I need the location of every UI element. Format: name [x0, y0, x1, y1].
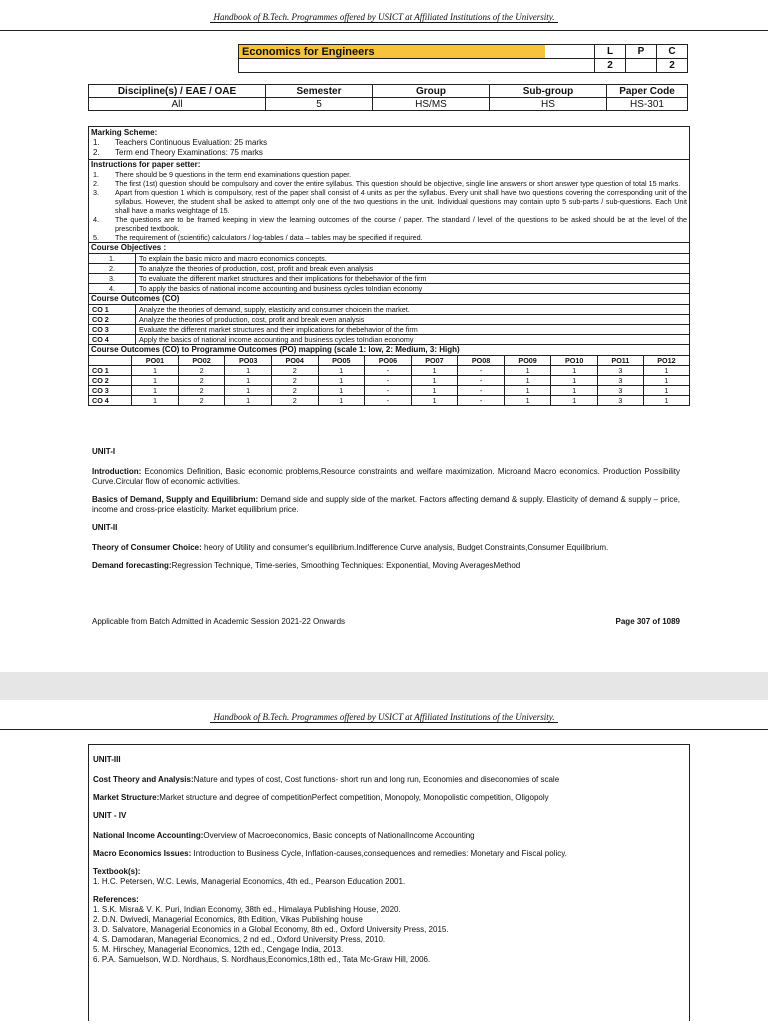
unit-1-introduction: Introduction: Economics Definition, Basic economic problems,Resource constraints and welfare maximization. Microand Macro economics. Production Possibility Curve.Circular flow of economic activities. [92, 467, 680, 486]
reference-item: 2. D.N. Dwivedi, Managerial Economics, 8th Edition, Vikas Publishing house [93, 915, 363, 924]
list-item: 4. The questions are to be framed keeping in view the learning outcomes of the course / paper. The standard / level of the questions to be asked should be at the level of the prescribed textbook. [93, 215, 687, 233]
info-header-group: Group [373, 85, 490, 98]
co-po-mapping-table [89, 355, 689, 405]
mapping-cell: 1 [411, 396, 458, 406]
mapping-cell: 1 [643, 376, 689, 386]
instructions-title: Instructions for paper setter: [89, 159, 689, 170]
page-number: Page 307 of 1089 [615, 617, 680, 626]
mapping-cell: - [365, 376, 412, 386]
outcomes-table: CO 1 Analyze the theories of demand, supply, elasticity and consumer choicein the market. CO 2 Analyze the theories of production, cost, profit and break even analysis CO 3 Evaluate the different market structures and their implications for thebehavior of the firm CO 4 Apply the basics of national income accounting and business cycles toIndian economy [89, 304, 689, 345]
mapping-cell: - [365, 386, 412, 396]
mapping-cell: 1 [551, 366, 598, 376]
mapping-cell: 1 [551, 376, 598, 386]
textbook-item: 1. H.C. Petersen, W.C. Lewis, Managerial Economics, 4th ed., Pearson Education 2001. [93, 877, 406, 886]
mapping-row-label: CO 4 [89, 396, 132, 406]
lpc-label-c: C [657, 45, 688, 59]
mapping-cell: 2 [178, 386, 225, 396]
mapping-cell: 1 [411, 376, 458, 386]
header-rule [0, 729, 768, 730]
unit-4-title: UNIT - IV [93, 811, 127, 820]
mapping-cell: 1 [132, 396, 179, 406]
mapping-cell: 3 [597, 366, 643, 376]
mapping-cell: 1 [318, 386, 365, 396]
syllabus-box [88, 126, 690, 406]
textbooks-title: Textbook(s): [93, 867, 141, 876]
info-subgroup: HS [490, 98, 607, 111]
course-name: Economics for Engineers [239, 45, 546, 59]
references-title: References: [93, 895, 139, 904]
list-item: 2. Term end Theory Examinations: 75 marks [93, 148, 263, 157]
marking-scheme: Marking Scheme: 1. Teachers Continuous Evaluation: 25 marks 2. Term end Theory Examinations: 75 marks [89, 127, 689, 159]
syllabus-box-continued [88, 744, 690, 1021]
outcomes-title: Course Outcomes (CO) [91, 294, 180, 303]
mapping-cell: 2 [178, 396, 225, 406]
mapping-cell: 1 [132, 366, 179, 376]
mapping-cell: 3 [597, 386, 643, 396]
mapping-row-label: CO 1 [89, 366, 132, 376]
mapping-cell: 1 [643, 396, 689, 406]
page-header: Handbook of B.Tech. Programmes offered by USICT at Affiliated Institutions of the University. [0, 12, 768, 22]
mapping-header-cell: PO02 [178, 356, 225, 366]
mapping-header-cell: PO05 [318, 356, 365, 366]
mapping-cell: 1 [318, 396, 365, 406]
lpc-value-p [626, 59, 657, 73]
course-title-table [88, 44, 688, 73]
mapping-cell: 1 [318, 366, 365, 376]
lpc-value-l: 2 [595, 59, 626, 73]
mapping-cell: 1 [643, 366, 689, 376]
mapping-header-cell: PO09 [504, 356, 551, 366]
mapping-cell: 1 [318, 376, 365, 386]
footer-session-note: Applicable from Batch Admitted in Academic Session 2021-22 Onwards [92, 617, 346, 626]
unit-2-title: UNIT-II [92, 523, 118, 532]
mapping-cell: 1 [132, 386, 179, 396]
table-row [89, 386, 689, 396]
info-paper-code: HS-301 [607, 98, 688, 111]
lpc-label-l: L [595, 45, 626, 59]
unit-1-title: UNIT-I [92, 447, 116, 456]
page-header: Handbook of B.Tech. Programmes offered by USICT at Affiliated Institutions of the University. [0, 712, 768, 722]
mapping-header-cell: PO12 [643, 356, 689, 366]
mapping-cell: 2 [178, 376, 225, 386]
mapping-cell: 2 [271, 396, 318, 406]
info-header-paper-code: Paper Code [607, 85, 688, 98]
mapping-cell: 1 [643, 386, 689, 396]
reference-item: 4. S. Damodaran, Managerial Economics, 2 nd ed., Oxford University Press, 2010. [93, 935, 386, 944]
info-semester: 5 [266, 98, 373, 111]
mapping-cell: 1 [225, 366, 272, 376]
mapping-cell: 1 [411, 386, 458, 396]
reference-item: 1. S.K. Misra& V. K. Puri, Indian Economy, 38th ed., Himalaya Publishing House, 2020. [93, 905, 401, 914]
mapping-header-row [89, 356, 689, 366]
info-header-discipline: Discipline(s) / EAE / OAE [89, 85, 266, 98]
lpc-value-c: 2 [657, 59, 688, 73]
list-item: 1. There should be 9 questions in the term end examinations question paper. [93, 170, 352, 179]
mapping-cell: 2 [271, 366, 318, 376]
unit-3-cost-theory: Cost Theory and Analysis:Nature and types of cost, Cost functions- short run and long run, Economies and diseconomies of scale [93, 775, 560, 784]
header-rule [0, 30, 768, 31]
mapping-cell: 2 [178, 366, 225, 376]
reference-item: 3. D. Salvatore, Managerial Economics in a Global Economy, 8th ed., Oxford University Press, 2015. [93, 925, 449, 934]
mapping-cell: 1 [551, 386, 598, 396]
mapping-header-cell: PO01 [132, 356, 179, 366]
reference-item: 5. M. Hirschey, Managerial Economics, 12th ed., Cengage India, 2013. [93, 945, 344, 954]
mapping-cell: 1 [411, 366, 458, 376]
info-discipline: All [89, 98, 266, 111]
info-header-semester: Semester [266, 85, 373, 98]
mapping-cell: - [458, 386, 505, 396]
mapping-cell: 1 [551, 396, 598, 406]
unit-3-market-structure: Market Structure:Market structure and degree of competitionPerfect competition, Monopoly, Monopolistic competition, Oligopoly [93, 793, 549, 802]
unit-2-consumer-choice: Theory of Consumer Choice: heory of Utility and consumer's equilibrium.Indifference Curve analysis, Budget Constraints,Consumer Equilibrium. [92, 543, 609, 552]
unit-4-national-income: National Income Accounting:Overview of Macroeconomics, Basic concepts of NationalIncome Accounting [93, 831, 475, 840]
mapping-cell: 1 [225, 386, 272, 396]
lpc-label-p: P [626, 45, 657, 59]
instructions-list [89, 170, 689, 242]
unit-3-title: UNIT-III [93, 755, 121, 764]
mapping-header-cell: PO07 [411, 356, 458, 366]
mapping-cell: 1 [225, 396, 272, 406]
mapping-header-cell: PO11 [597, 356, 643, 366]
units-1-2 [92, 447, 680, 579]
list-item: 3. Apart from question 1 which is compulsory, rest of the paper shall consist of 4 units as per the syllabus. Every unit shall have two questions covering the corresponding unit of the syllabus. However, the student shall be asked to attempt only one of the two questions in the unit. Individual questions may contain upto 5 sub-parts / sub-questions. Each Unit shall have a marks weightage of 15. [93, 188, 687, 215]
list-item: 5. The requirement of (scientific) calculators / log-tables / data – tables may be specified if required. [93, 233, 423, 242]
mapping-cell: 1 [504, 366, 551, 376]
mapping-cell: 1 [504, 396, 551, 406]
handbook-page-308 [0, 700, 768, 1024]
list-item: 2. The first (1st) question should be compulsory and cover the entire syllabus. This question should be objective, single line answers or short answer type question of total 15 marks. [93, 179, 681, 188]
page-gap [0, 672, 768, 700]
mapping-header-cell: PO03 [225, 356, 272, 366]
mapping-header-cell: PO08 [458, 356, 505, 366]
unit-1-demand-supply: Basics of Demand, Supply and Equilibrium: Demand side and supply side of the market. Factors affecting demand & supply. Elasticity of demand & supply – price, income and cross-price elasticity. Market equilibrium price. [92, 495, 680, 514]
page-footer [92, 617, 680, 626]
reference-item: 6. P.A. Samuelson, W.D. Nordhaus, S. Nordhaus,Economics,18th ed., Tata Mc-Graw Hill, 2006. [93, 955, 431, 964]
mapping-row-label: CO 3 [89, 386, 132, 396]
course-info-table [88, 84, 688, 111]
mapping-cell: - [365, 396, 412, 406]
mapping-cell: 2 [271, 386, 318, 396]
mapping-cell: 1 [504, 376, 551, 386]
unit-4-macro-issues: Macro Economics Issues: Introduction to Business Cycle, Inflation-causes,consequences and remedies: Monetary and Fiscal policy. [93, 849, 567, 858]
table-row [89, 396, 689, 406]
mapping-header-cell: PO10 [551, 356, 598, 366]
info-group: HS/MS [373, 98, 490, 111]
mapping-cell: 2 [271, 376, 318, 386]
table-row [89, 376, 689, 386]
mapping-row-label: CO 2 [89, 376, 132, 386]
mapping-cell: 1 [504, 386, 551, 396]
mapping-cell: - [365, 366, 412, 376]
table-row [89, 366, 689, 376]
mapping-cell: 1 [225, 376, 272, 386]
mapping-header-cell: PO06 [365, 356, 412, 366]
list-item: 1. Teachers Continuous Evaluation: 25 marks [93, 138, 268, 147]
mapping-cell: 1 [132, 376, 179, 386]
mapping-cell: 3 [597, 376, 643, 386]
mapping-header-cell: PO04 [271, 356, 318, 366]
mapping-cell: - [458, 376, 505, 386]
info-header-subgroup: Sub-group [490, 85, 607, 98]
objectives-title: Course Objectives : [89, 242, 689, 253]
mapping-cell: - [458, 396, 505, 406]
mapping-header-cell [89, 356, 132, 366]
mapping-cell: 3 [597, 396, 643, 406]
objectives-table: 1. To explain the basic micro and macro economics concepts. 2. To analyze the theories of production, cost, profit and break even analysis 3. To evaluate the different market structures and their implications for thebehavior of the firm 4. To apply the basics of national income accounting and business cycles toIndian economy [89, 253, 689, 294]
unit-2-demand-forecasting: Demand forecasting:Regression Technique, Time-series, Smoothing Techniques: Exponential, Moving AveragesMethod [92, 561, 521, 570]
mapping-title: Course Outcomes (CO) to Programme Outcomes (PO) mapping (scale 1: low, 2: Medium, 3: High) [91, 345, 460, 354]
mapping-cell: - [458, 366, 505, 376]
